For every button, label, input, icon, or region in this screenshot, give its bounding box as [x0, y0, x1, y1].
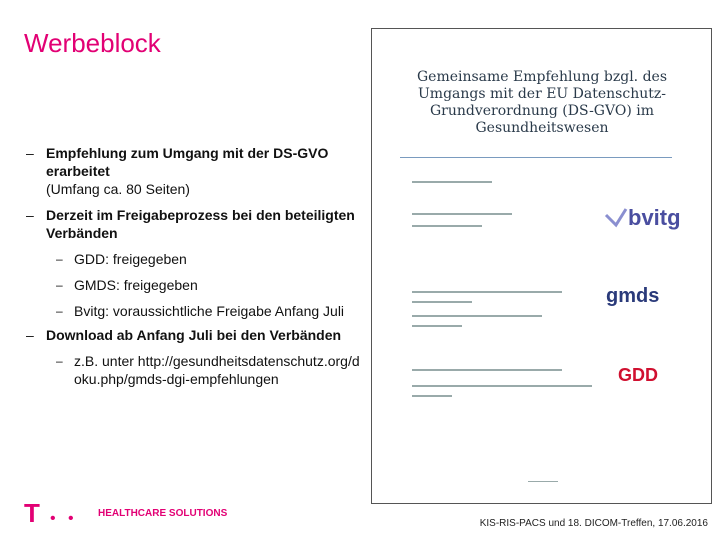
telekom-logo: T	[24, 498, 40, 528]
telekom-dots: • •	[50, 510, 78, 527]
doc-footer-line	[528, 481, 558, 482]
footer-event: KIS-RIS-PACS und 18. DICOM-Treffen, 17.06.2016	[479, 518, 708, 529]
document-divider	[400, 157, 672, 158]
gmds-logo: gmds	[606, 285, 660, 307]
bullet-text: Empfehlung zum Umgang mit der DS-GVO erarbeitet	[46, 145, 329, 179]
sub-bullet-item	[22, 302, 367, 320]
doc-text-line	[412, 325, 462, 327]
document-title: Gemeinsame Empfehlung bzgl. des Umgangs mit der EU Datenschutz-Grundverordnung (DS-GVO) im Gesundheitswesen	[416, 69, 668, 136]
sub-bullet-dash: –	[56, 252, 63, 266]
bullet-dash: –	[26, 327, 34, 343]
document-preview	[371, 28, 712, 504]
sub-bullet-dash: –	[56, 278, 63, 292]
bvitg-swoosh-icon	[604, 205, 628, 235]
bullet-item	[22, 206, 367, 242]
bullet-item	[22, 144, 367, 198]
bullet-note: (Umfang ca. 80 Seiten)	[46, 181, 190, 197]
sub-bullet-item	[22, 276, 367, 294]
doc-text-line	[412, 213, 512, 215]
bvitg-logo-text: bvitg	[628, 205, 681, 230]
doc-text-line	[412, 291, 562, 293]
bullet-text: Download ab Anfang Juli bei den Verbänden	[46, 327, 342, 343]
gdd-logo: GDD	[618, 365, 658, 385]
bvitg-logo	[604, 205, 681, 239]
sub-bullet-dash: –	[56, 304, 63, 318]
bullet-item	[22, 326, 367, 344]
doc-text-line	[412, 181, 492, 183]
doc-text-line	[412, 385, 592, 387]
doc-text-line	[412, 315, 542, 317]
sub-bullet-text: GMDS: freigegeben	[74, 277, 198, 293]
footer-brand: HEALTHCARE SOLUTIONS	[98, 508, 228, 519]
doc-text-line	[412, 395, 452, 397]
bullet-dash: –	[26, 207, 34, 223]
doc-text-line	[412, 369, 562, 371]
bullet-dash: –	[26, 145, 34, 161]
sub-bullet-text: Bvitg: voraussichtliche Freigabe Anfang Juli	[74, 303, 345, 319]
sub-bullet-text: GDD: freigegeben	[74, 251, 187, 267]
bullet-text: Derzeit im Freigabeprozess bei den beteiligten Verbänden	[46, 207, 355, 241]
sub-bullet-link[interactable]: z.B. unter http://gesundheitsdatenschutz.org/doku.php/gmds-dgi-empfehlungen	[74, 353, 360, 387]
doc-text-line	[412, 225, 482, 227]
doc-text-line	[412, 301, 472, 303]
bullet-list	[22, 144, 367, 394]
sub-bullet-item	[22, 250, 367, 268]
sub-bullet-dash: –	[56, 354, 63, 368]
sub-bullet-item	[22, 352, 367, 388]
slide-title: Werbeblock	[24, 28, 161, 58]
